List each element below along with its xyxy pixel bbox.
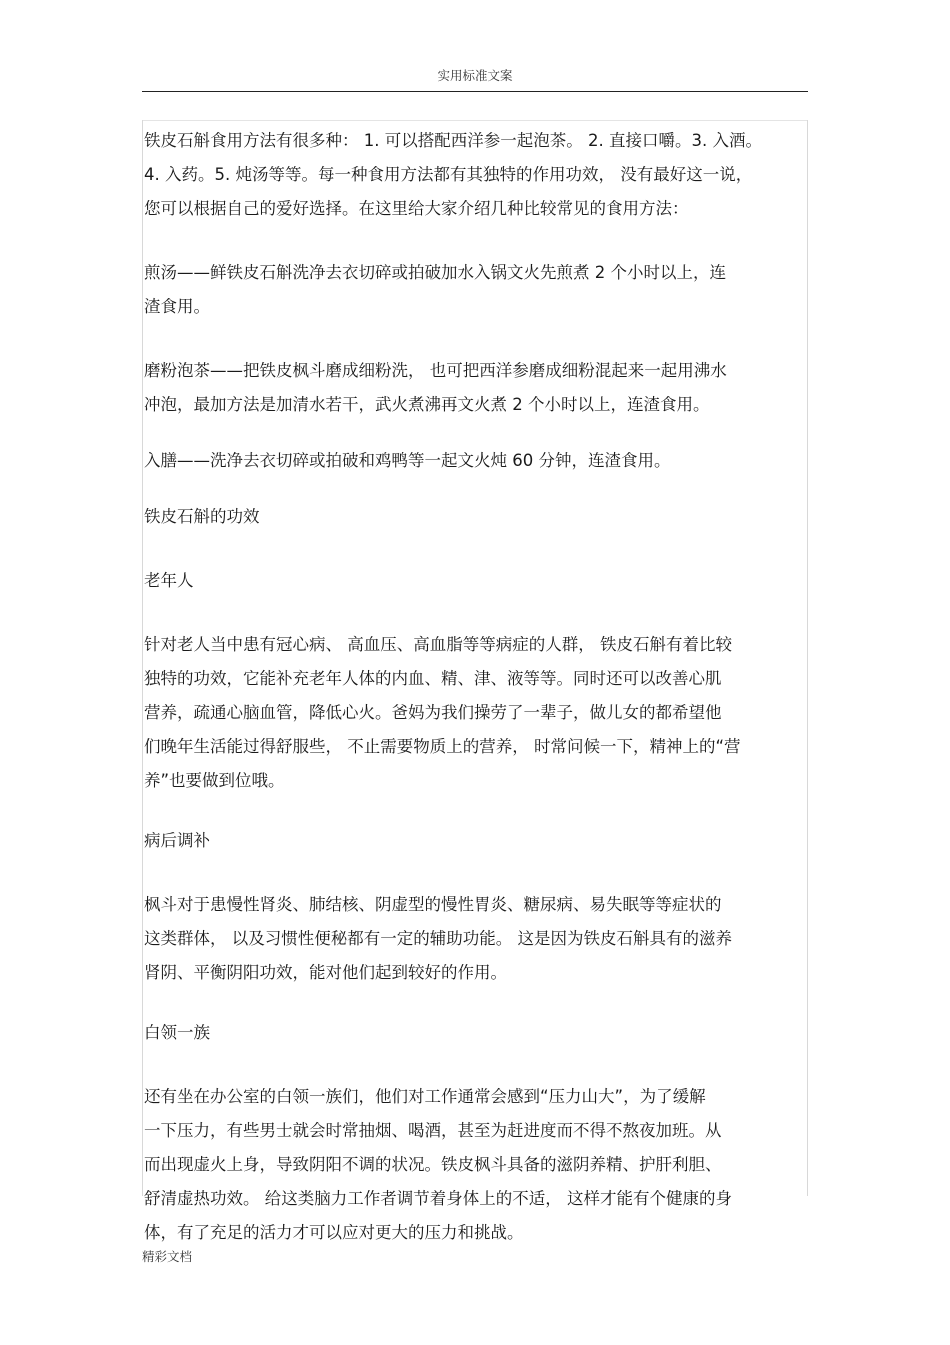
- paragraph-methods-intro: [144, 124, 808, 226]
- text-line: 养”也要做到位哦。: [144, 771, 285, 790]
- text-line: 针对老人当中患有冠心病、 高血压、高血脂等等病症的人群， 铁皮石斛有着比较: [144, 635, 732, 654]
- paragraph-cooking: [144, 444, 808, 478]
- text-line: 煎汤——鲜铁皮石斛洗净去衣切碎或拍破加水入锅文火先煎煮 2 个小时以上，连: [144, 263, 726, 282]
- document-body: [144, 124, 808, 1250]
- text-line: 枫斗对于患慢性肾炎、肺结核、阴虚型的慢性胃炎、糖尿病、易失眠等等症状的: [144, 895, 722, 914]
- paragraph-elderly: [144, 628, 808, 798]
- header-divider: [142, 91, 808, 92]
- text-line: 还有坐在办公室的白领一族们，他们对工作通常会感到“压力山大”，为了缓解: [144, 1087, 706, 1106]
- paragraph-powder-tea: [144, 354, 808, 422]
- section-heading-efficacy: 铁皮石斛的功效: [144, 507, 260, 526]
- text-line: 肾阴、平衡阴阳功效，能对他们起到较好的作用。: [144, 963, 507, 982]
- paragraph-office-workers: [144, 1080, 808, 1250]
- text-line: 体，有了充足的活力才可以应对更大的压力和挑战。: [144, 1223, 524, 1242]
- text-line: 铁皮石斛食用方法有很多种： 1. 可以搭配西洋参一起泡茶。 2. 直接口嚼。3. 入酒。: [144, 131, 762, 150]
- page-footer-text: 精彩文档: [142, 1249, 193, 1264]
- section-heading-recovery: 病后调补: [144, 831, 210, 850]
- text-line: 渣食用。: [144, 297, 210, 316]
- page-header-title: 实用标准文案: [437, 68, 513, 83]
- text-line: 您可以根据自己的爱好选择。在这里给大家介绍几种比较常见的食用方法：: [144, 199, 689, 218]
- paragraph-recovery: [144, 888, 808, 990]
- section-heading-office-workers: 白领一族: [144, 1023, 210, 1042]
- paragraph-decoction: [144, 256, 808, 324]
- text-line: 这类群体， 以及习惯性便秘都有一定的辅助功能。 这是因为铁皮石斛具有的滋养: [144, 929, 732, 948]
- text-line: 们晚年生活能过得舒服些， 不止需要物质上的营养， 时常问候一下，精神上的“营: [144, 737, 741, 756]
- content-frame-top: [142, 120, 808, 121]
- text-line: 舒清虚热功效。 给这类脑力工作者调节着身体上的不适， 这样才能有个健康的身: [144, 1189, 732, 1208]
- section-heading-elderly: 老年人: [144, 571, 194, 590]
- text-line: 而出现虚火上身，导致阴阳不调的状况。铁皮枫斗具备的滋阴养精、护肝利胆、: [144, 1155, 722, 1174]
- text-line: 独特的功效，它能补充老年人体的内血、精、津、液等等。同时还可以改善心肌: [144, 669, 722, 688]
- text-line: 冲泡，最加方法是加清水若干，武火煮沸再文火煮 2 个小时以上，连渣食用。: [144, 395, 710, 414]
- text-line: 入膳——洗净去衣切碎或拍破和鸡鸭等一起文火炖 60 分钟，连渣食用。: [144, 451, 671, 470]
- text-line: 磨粉泡茶——把铁皮枫斗磨成细粉洗， 也可把西洋参磨成细粉混起来一起用沸水: [144, 361, 727, 380]
- content-frame-left: [142, 120, 143, 1196]
- text-line: 营养，疏通心脑血管，降低心火。爸妈为我们操劳了一辈子，做儿女的都希望他: [144, 703, 722, 722]
- text-line: 一下压力，有些男士就会时常抽烟、喝酒，甚至为赶进度而不得不熬夜加班。从: [144, 1121, 722, 1140]
- text-line: 4. 入药。5. 炖汤等等。每一种食用方法都有其独特的作用功效， 没有最好这一说，: [144, 165, 753, 184]
